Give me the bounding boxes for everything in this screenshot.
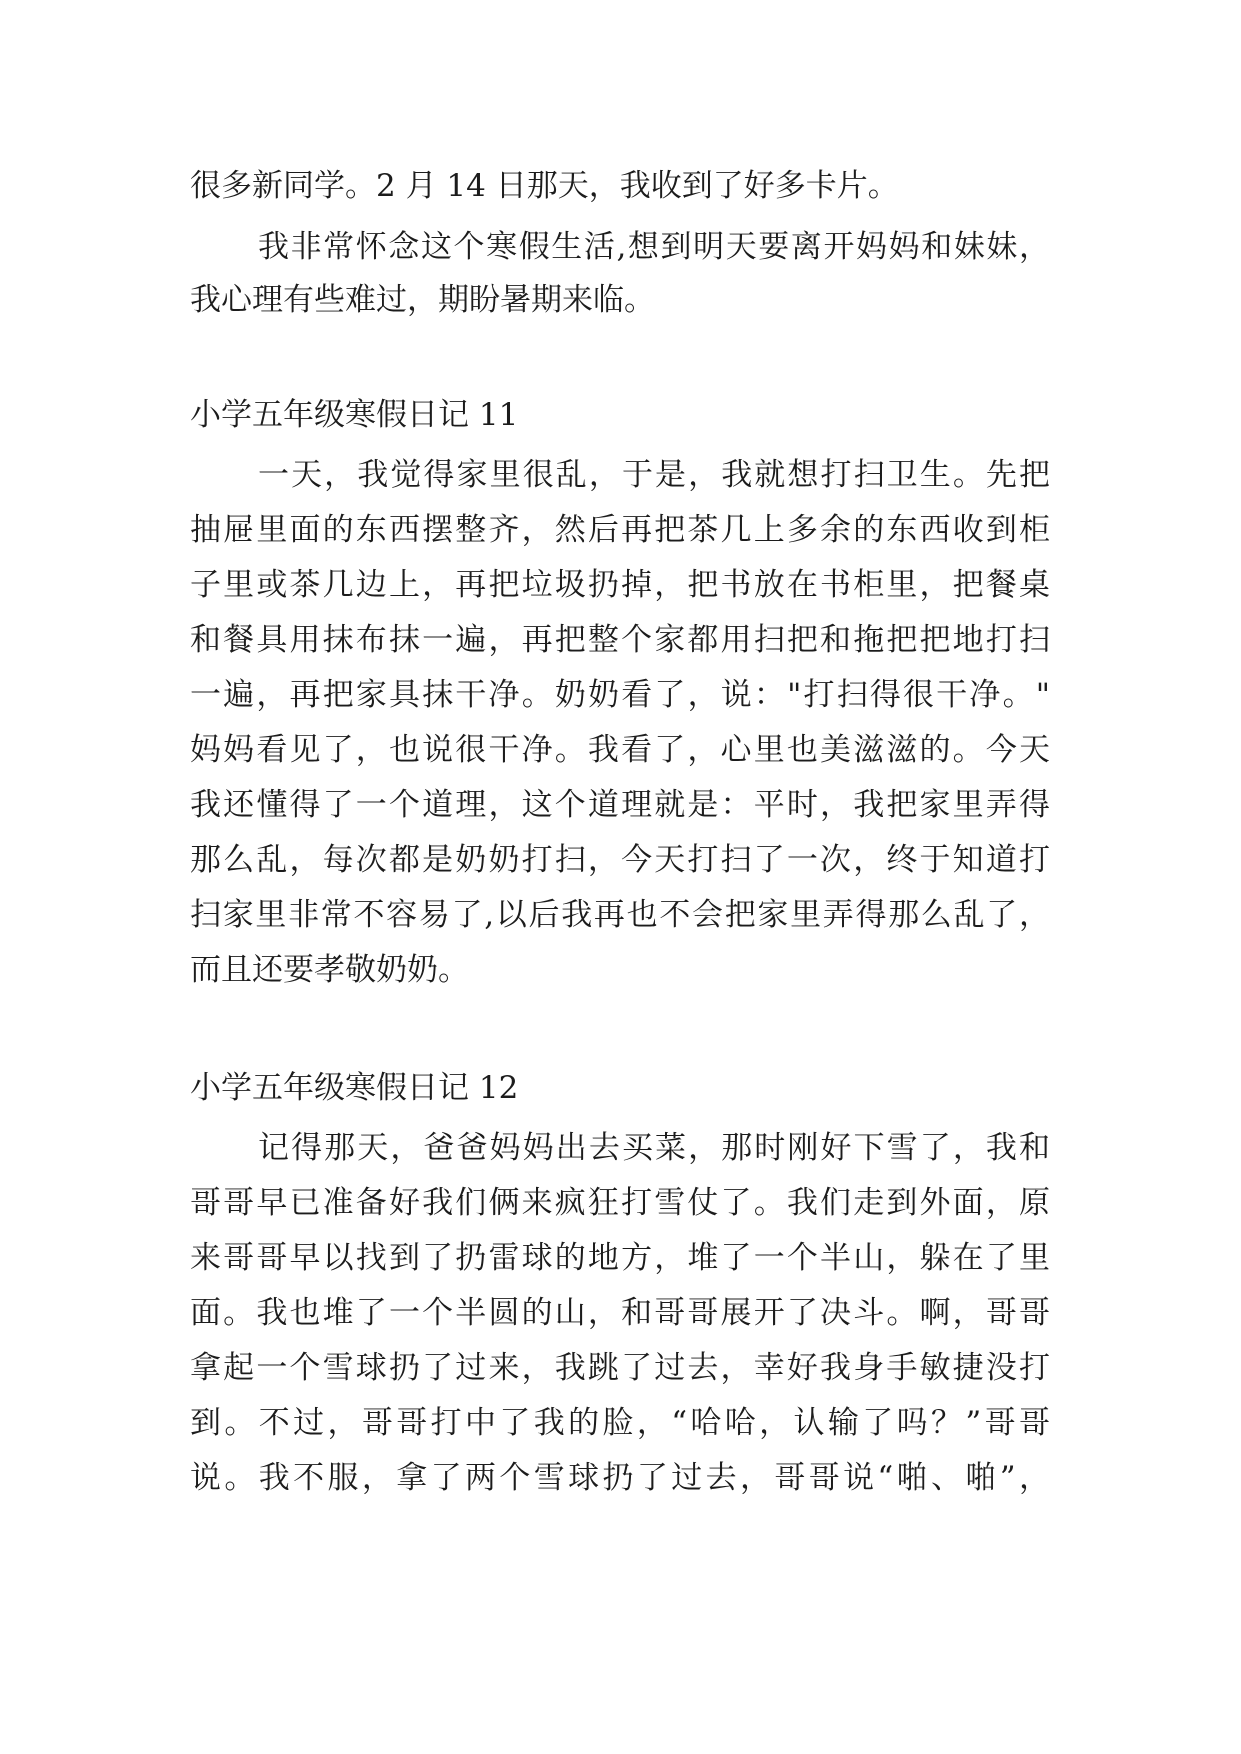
text-line: 我心理有些难过，期盼暑期来临。 <box>190 282 655 318</box>
text-line: 面。我也堆了一个半圆的山，和哥哥展开了决斗。啊，哥哥 <box>190 1295 1050 1331</box>
text-line: 子里或茶几边上，再把垃圾扔掉，把书放在书柜里，把餐桌 <box>190 567 1050 603</box>
text-line: 一天，我觉得家里很乱，于是，我就想打扫卫生。先把 <box>258 457 1050 493</box>
text-line: 和餐具用抹布抹一遍，再把整个家都用扫把和拖把把地打扫 <box>190 622 1050 658</box>
text-line: 抽屉里面的东西摆整齐，然后再把茶几上多余的东西收到柜 <box>190 512 1050 548</box>
text-line: 妈妈看见了，也说很干净。我看了，心里也美滋滋的。今天 <box>190 732 1050 768</box>
text-line: 很多新同学。2 月 14 日那天，我收到了好多卡片。 <box>190 168 899 204</box>
text-line: 说。我不服，拿了两个雪球扔了过去，哥哥说“啪、啪”， <box>190 1460 1050 1496</box>
text-line: 来哥哥早以找到了扔雷球的地方，堆了一个半山，躲在了里 <box>190 1240 1050 1276</box>
text-line: 拿起一个雪球扔了过来，我跳了过去，幸好我身手敏捷没打 <box>190 1350 1050 1386</box>
entry-title: 小学五年级寒假日记 11 <box>190 397 519 433</box>
text-line: 一遍，再把家具抹干净。奶奶看了，说："打扫得很干净。" <box>190 677 1050 713</box>
text-line: 我非常怀念这个寒假生活,想到明天要离开妈妈和妹妹， <box>258 229 1050 265</box>
text-line: 而且还要孝敬奶奶。 <box>190 952 469 988</box>
entry-title: 小学五年级寒假日记 12 <box>190 1070 519 1106</box>
text-line: 到。不过，哥哥打中了我的脸，“哈哈，认输了吗？”哥哥 <box>190 1405 1050 1441</box>
text-line: 哥哥早已准备好我们俩来疯狂打雪仗了。我们走到外面，原 <box>190 1185 1050 1221</box>
text-line: 记得那天，爸爸妈妈出去买菜，那时刚好下雪了，我和 <box>258 1130 1050 1166</box>
text-line: 扫家里非常不容易了,以后我再也不会把家里弄得那么乱了， <box>190 897 1050 933</box>
text-line: 我还懂得了一个道理，这个道理就是：平时，我把家里弄得 <box>190 787 1050 823</box>
text-line: 那么乱，每次都是奶奶打扫，今天打扫了一次，终于知道打 <box>190 842 1050 878</box>
